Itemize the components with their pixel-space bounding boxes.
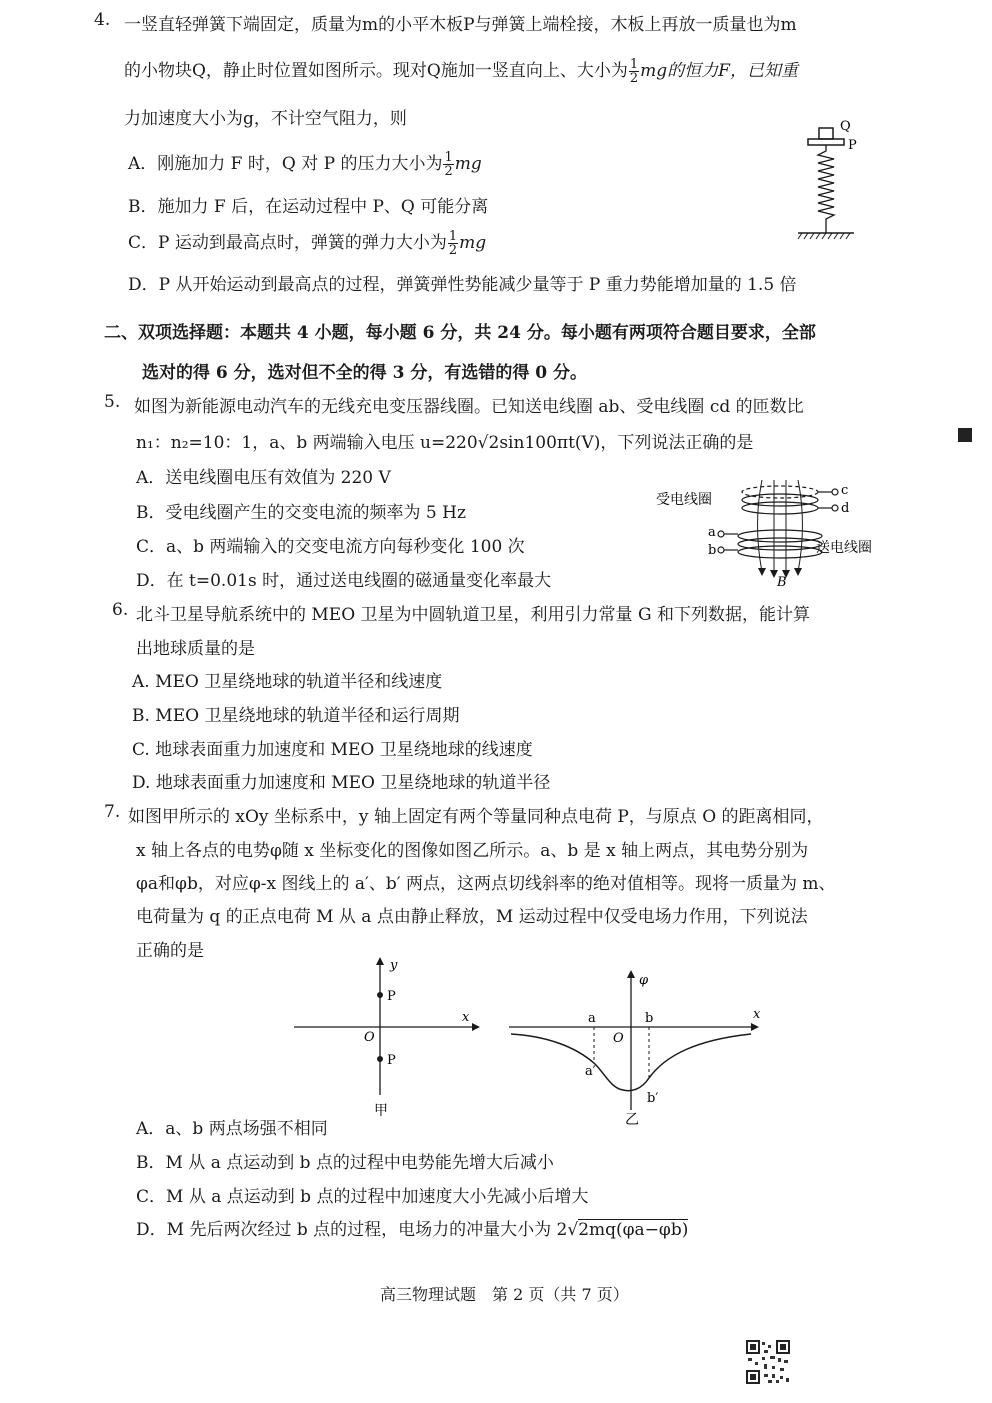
- figure-a-x-label: x: [462, 1010, 470, 1025]
- label-p: P: [848, 138, 857, 153]
- q4-stem-line1: 一竖直轻弹簧下端固定，质量为m的小平木板P与弹簧上端栓接，木板上再放一质量也为m: [124, 15, 797, 35]
- label-p-lower: P: [387, 1053, 396, 1068]
- q4-option-a: A．刚施加力 F 时，Q 对 P 的压力大小为 $\frac{1}{2}$ mg: [128, 150, 482, 179]
- label-receiving-coil: 受电线圈: [656, 492, 712, 508]
- label-b: b: [708, 543, 717, 558]
- spring: [818, 145, 834, 233]
- q6-option-d: D. 地球表面重力加速度和 MEO 卫星绕地球的轨道半径: [132, 773, 551, 793]
- q4-option-b: B．施加力 F 后，在运动过程中 P、Q 可能分离: [128, 197, 489, 217]
- page-footer: 高三物理试题 第 2 页（共 7 页）: [380, 1285, 629, 1304]
- q7-option-d: D．M 先后两次经过 b 点的过程，电场力的冲量大小为 2√2mq(φa−φb): [136, 1220, 689, 1240]
- q6-option-c: C. 地球表面重力加速度和 MEO 卫星绕地球的线速度: [132, 740, 533, 760]
- figure-a-xoy: [290, 955, 490, 1125]
- figure-a-caption: 甲: [374, 1103, 388, 1119]
- qr-code: [746, 1340, 790, 1384]
- q7-option-b: B．M 从 a 点运动到 b 点的过程中电势能先增大后减小: [136, 1153, 554, 1173]
- sqrt-sign: √: [567, 1220, 579, 1240]
- charge-p-upper: [377, 992, 383, 998]
- sending-coil: [738, 530, 822, 558]
- figure-b-axes: [509, 974, 753, 1110]
- q5-option-a: A．送电线圈电压有效值为 220 V: [136, 468, 391, 488]
- q4-stem-line3: 力加速度大小为g，不计空气阻力，则: [124, 109, 407, 129]
- figure-a-origin: O: [364, 1030, 375, 1045]
- coil-figure: [650, 470, 890, 590]
- figure-b-phi-x: [505, 960, 775, 1130]
- receiving-coil: [742, 486, 818, 514]
- board-p: [808, 139, 844, 145]
- figure-b-x-label: x: [753, 1007, 761, 1022]
- figure-b-point-a-prime: a′: [585, 1064, 596, 1079]
- label-p-upper: P: [387, 989, 396, 1004]
- charge-p-lower: [377, 1056, 383, 1062]
- q5-stem-line2: n₁：n₂=10：1，a、b 两端输入电压 u=220√2sin100πt(V)，下列说法正确的是: [136, 433, 754, 453]
- figure-a-y-label: y: [390, 958, 398, 973]
- block-q: [819, 128, 833, 139]
- figure-b-origin: O: [613, 1031, 624, 1046]
- q6-option-a: A. MEO 卫星绕地球的轨道半径和线速度: [132, 672, 443, 692]
- ground-hatch: [798, 233, 850, 239]
- q5-option-c: C．a、b 两端输入的交变电流方向每秒变化 100 次: [136, 537, 525, 557]
- section2-heading-line1: 二、双项选择题：本题共 4 小题，每小题 6 分，共 24 分。每小题有两项符合题目要求，全部: [104, 323, 816, 343]
- q4-option-d: D．P 从开始运动到最高点的过程，弹簧弹性势能减少量等于 P 重力势能增加量的 1.5 倍: [128, 275, 797, 295]
- q7-option-c: C．M 从 a 点运动到 b 点的过程中加速度大小先减小后增大: [136, 1187, 589, 1207]
- figure-a-axes: [294, 961, 474, 1095]
- label-field-b: B: [777, 575, 787, 590]
- figure-b-phi-label: φ: [639, 973, 649, 988]
- q5-number: 5.: [104, 392, 121, 412]
- figure-b-phi-arrow: [627, 970, 635, 978]
- q7-stem-line2: x 轴上各点的电势φ随 x 坐标变化的图像如图乙所示。a、b 是 x 轴上两点，其电势分别为: [136, 841, 809, 861]
- q7-stem-line3: φa和φb，对应φ-x 图线上的 a′、b′ 两点，这两点切线斜率的绝对值相等。现将一质量为 m、: [136, 874, 836, 894]
- fraction-half: $\frac{1}{2}$: [629, 57, 639, 86]
- q6-stem-line1: 北斗卫星导航系统中的 MEO 卫星为中圆轨道卫星，利用引力常量 G 和下列数据，能计算: [136, 605, 810, 625]
- q7-stem-line4: 电荷量为 q 的正点电荷 M 从 a 点由静止释放，M 运动过程中仅受电场力作用，下列说法: [136, 907, 808, 927]
- q5-stem-line1: 如图为新能源电动汽车的无线充电变压器线圈。已知送电线圈 ab、受电线圈 cd 的匝数比: [134, 397, 804, 417]
- q5-option-d: D．在 t=0.01s 时，通过送电线圈的磁通量变化率最大: [136, 571, 552, 591]
- figure-b-point-a: a: [588, 1011, 596, 1026]
- q4-stem-line2: 的小物块Q，静止时位置如图所示。现对Q施加一竖直向上、大小为 $\frac{1}{2}$ mg的恒力F，已知重: [124, 57, 798, 86]
- spring-figure: [790, 115, 870, 245]
- q5-option-b: B．受电线圈产生的交变电流的频率为 5 Hz: [136, 503, 466, 523]
- figure-b-caption: 乙: [625, 1112, 639, 1128]
- q7-stem-line5: 正确的是: [136, 941, 204, 961]
- q7-stem-line1: 如图甲所示的 xOy 坐标系中，y 轴上固定有两个等量同种点电荷 P，与原点 O 的距离相同，: [128, 807, 824, 827]
- figure-b-point-b-prime: b′: [647, 1091, 659, 1106]
- figure-a-y-arrow: [376, 957, 384, 965]
- scan-marker: [958, 428, 972, 442]
- q6-option-b: B. MEO 卫星绕地球的轨道半径和运行周期: [132, 706, 460, 726]
- label-sending-coil: 送电线圈: [816, 540, 872, 556]
- q7-number: 7.: [104, 802, 121, 822]
- q7-option-a: A．a、b 两点场强不相同: [136, 1119, 328, 1139]
- q4-number: 4.: [94, 10, 111, 30]
- figure-a-x-arrow: [472, 1023, 480, 1031]
- q6-number: 6.: [112, 600, 129, 620]
- label-q: Q: [840, 119, 851, 134]
- q6-stem-line2: 出地球质量的是: [136, 639, 255, 659]
- label-c: c: [841, 483, 849, 498]
- figure-b-point-b: b: [645, 1011, 654, 1026]
- label-d: d: [841, 501, 850, 516]
- figure-b-x-arrow: [751, 1023, 759, 1031]
- section2-heading-line2: 选对的得 6 分，选对但不全的得 3 分，有选错的得 0 分。: [142, 363, 587, 383]
- label-a: a: [708, 525, 716, 540]
- q4-option-c: C．P 运动到最高点时，弹簧的弹力大小为 $\frac{1}{2}$ mg: [128, 229, 487, 258]
